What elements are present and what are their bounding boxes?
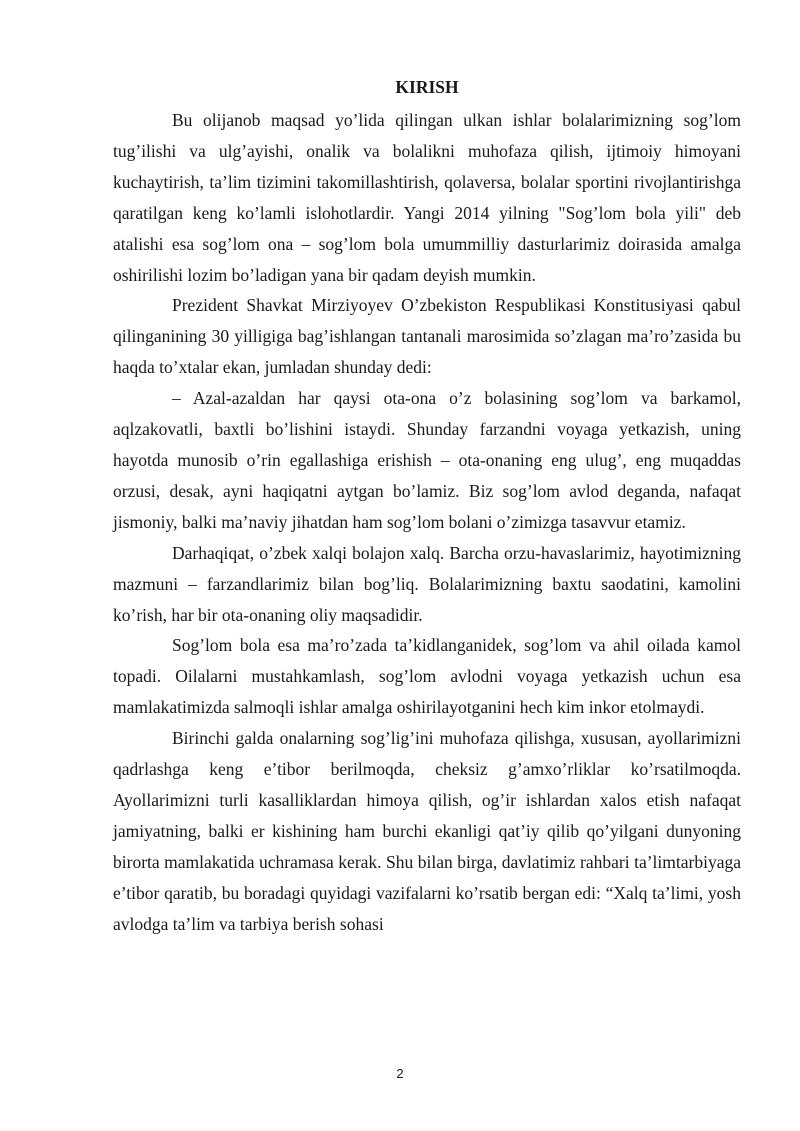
document-page (113, 75, 741, 939)
paragraph: Darhaqiqat, o’zbek xalqi bolajon xalq. Barcha orzu-havaslarimiz, hayotimizning mazmuni – farzandlarimiz bilan bog’liq. Bolalarimizning baxtu saodatini, kamolini ko’rish, har bir ota-onaning oliy maqsadidir. (113, 542, 741, 625)
paragraph: – Azal-azaldan har qaysi ota-ona o’z bolasining sog’lom va barkamol, aqlzakovatli, baxtli bo’lishini istaydi. Shunday farzandni voyaga yetkazish, uning hayotda munosib o’rin egallashiga erishish – ota-onaning eng ulug’, eng muqaddas orzusi, desak, ayni haqiqatni aytgan bo’lamiz. Biz sog’lom avlod deganda, nafaqat jismoniy, balki ma’naviy jihatdan ham sog’lom bolani o’zimizga tasavvur etamiz. (113, 388, 741, 532)
paragraph: Bu olijanob maqsad yo’lida qilingan ulkan ishlar bolalarimizning sog’lom tug’ilishi va ulg’ayishi, onalik va bolalikni muhofaza qilish, ijtimoiy himoyani kuchaytirish, ta’lim tizimini takomillashtirish, qolaversa, bolalar sportini rivojlantirishga qaratilgan keng ko’lamli islohotlardir. Yangi 2014 yilning "Sog’lom bola yili" deb atalishi esa sog’lom ona – sog’lom bola umummilliy dasturlarimiz doirasida amalga oshirilishi lozim bo’ladigan yana bir qadam deyish mumkin. (113, 110, 741, 285)
paragraph: Birinchi galda onalarning sog’lig’ini muhofaza qilishga, xususan, ayollarimizni qadrlashga keng e’tibor berilmoqda, cheksiz g’amxo’rliklar ko’rsatilmoqda. Ayollarimizni turli kasalliklardan himoya qilish, og’ir ishlardan xalos etish nafaqat jamiyatning, balki er kishining ham burchi ekanligi qat’iy qilib qo’yilgani dunyoning birorta mamlakatida uchramasa kerak. Shu bilan birga, davlatimiz rahbari ta’limtarbiyaga e’tibor qaratib, bu boradagi quyidagi vazifalarni ko’rsatib bergan edi: “Xalq ta’limi, yosh avlodga ta’lim va tarbiya berish sohasi (113, 728, 741, 934)
page-number: 2 (396, 1066, 404, 1081)
paragraph: Sog’lom bola esa ma’ro’zada ta’kidlanganidek, sog’lom va ahil oilada kamol topadi. Oilalarni mustahkamlash, sog’lom avlodni voyaga yetkazish uchun esa mamlakatimizda salmoqli ishlar amalga oshirilayotganini hech kim inkor etolmaydi. (113, 635, 741, 718)
section-title: KIRISH (395, 77, 459, 97)
paragraph: Prezident Shavkat Mirziyoyev O’zbekiston Respublikasi Konstitusiyasi qabul qilinganining 30 yilligiga bag’ishlangan tantanali marosimida so’zlagan ma’ro’zasida bu haqda to’xtalar ekan, jumladan shunday dedi: (113, 295, 741, 378)
